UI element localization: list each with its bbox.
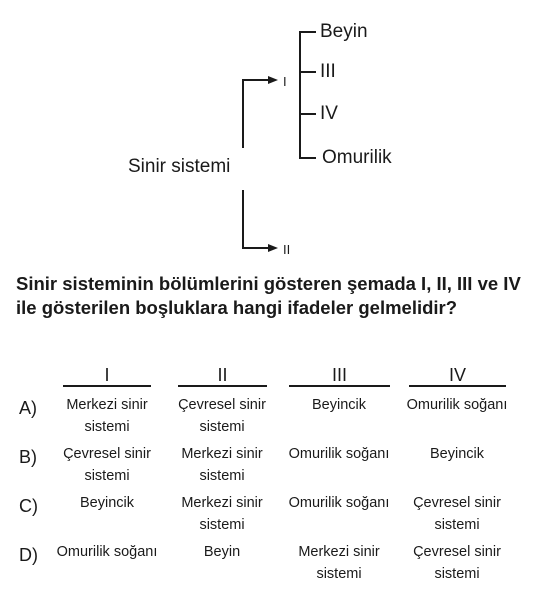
question-text: Sinir sisteminin bölümlerini gösteren şemada I, II, III ve IV ile gösterilen boşluklara hangi ifadeler gelmelidir? — [16, 273, 521, 318]
option-d-cell-iv: Çevresel sinir sistemi — [413, 544, 501, 582]
option-d-cell-i: Omurilik soğanı — [56, 544, 158, 560]
option-c-letter[interactable]: C) — [19, 496, 38, 516]
arrow-head-ii — [268, 244, 278, 252]
option-b-cell-iv: Beyincik — [430, 446, 484, 462]
option-c-cell-iii: Omurilik soğanı — [288, 495, 390, 511]
option-a-letter[interactable]: A) — [19, 398, 37, 418]
option-c-cell-i: Beyincik — [80, 495, 134, 511]
option-d-cell-iii: Merkezi sinir sistemi — [298, 544, 380, 582]
diagram-branch-ii: II — [283, 242, 291, 257]
option-b-cell-ii: Merkezi sinir sistemi — [181, 446, 263, 484]
option-b-cell-i: Çevresel sinir sistemi — [63, 446, 151, 484]
column-header-iv: IV — [409, 366, 506, 387]
option-d-cell-ii: Beyin — [203, 544, 241, 560]
diagram-item-omurilik: Omurilik — [322, 147, 392, 168]
option-a-cell-i: Merkezi sinir sistemi — [66, 397, 148, 435]
option-c-cell-iv: Çevresel sinir sistemi — [413, 495, 501, 533]
option-c-cell-ii: Merkezi sinir sistemi — [181, 495, 263, 533]
diagram-item-beyin: Beyin — [320, 21, 368, 42]
option-a-cell-iv: Omurilik soğanı — [406, 397, 508, 413]
diagram-item-iv: IV — [320, 103, 338, 124]
column-header-iii: III — [289, 366, 390, 387]
option-a-cell-iii: Beyincik — [312, 397, 366, 413]
diagram-branch-i: I — [283, 74, 287, 89]
option-a-cell-ii: Çevresel sinir sistemi — [178, 397, 266, 435]
diagram-item-iii: III — [320, 61, 336, 82]
option-b-letter[interactable]: B) — [19, 447, 37, 467]
column-header-i: I — [63, 366, 151, 387]
arrow-head-i — [268, 76, 278, 84]
option-d-letter[interactable]: D) — [19, 545, 38, 565]
column-header-ii: II — [178, 366, 267, 387]
diagram-root-label: Sinir sistemi — [128, 156, 231, 177]
diagram-lines — [0, 0, 535, 260]
option-b-cell-iii: Omurilik soğanı — [288, 446, 390, 462]
